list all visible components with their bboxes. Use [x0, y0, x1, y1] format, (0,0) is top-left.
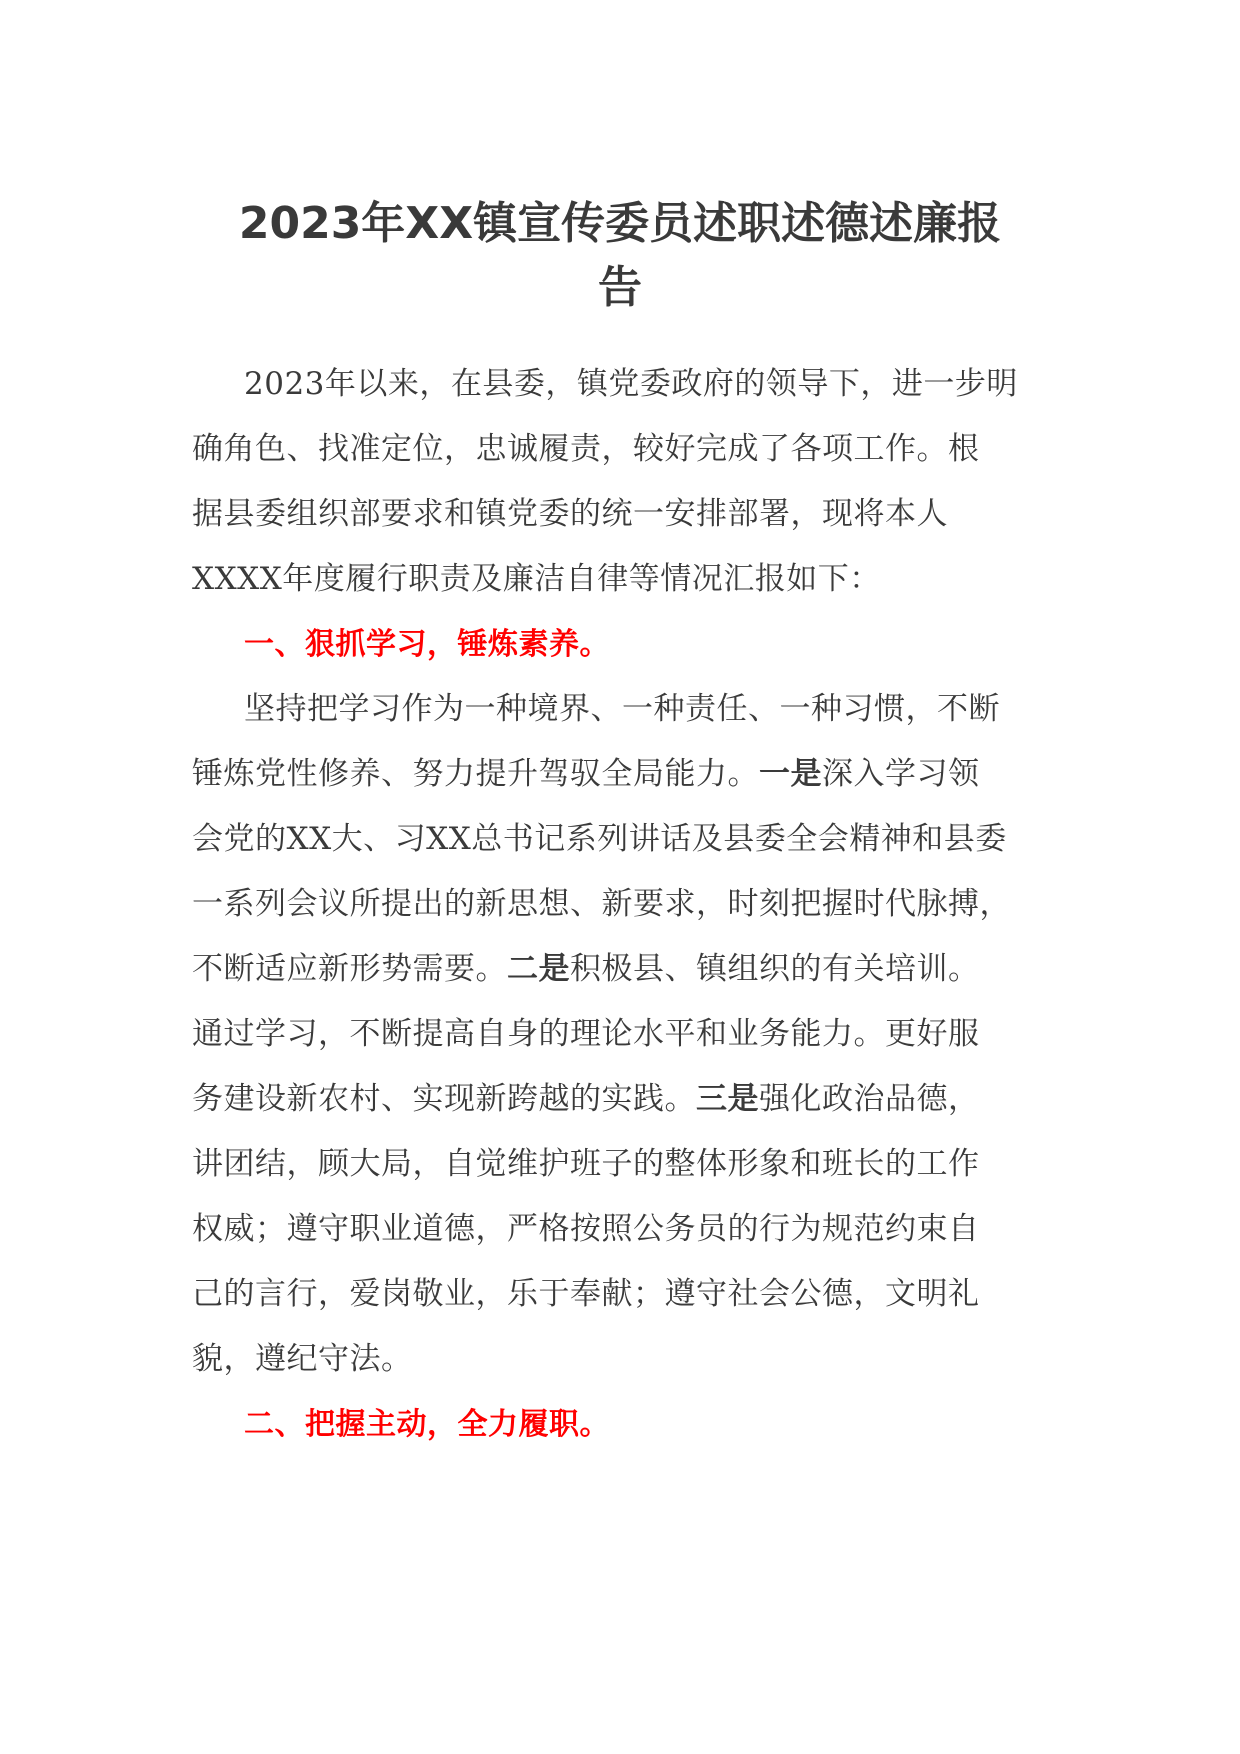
document-body	[192, 352, 1062, 1457]
section1-line-8: 讲团结，顾大局，自觉维护班子的整体形象和班长的工作	[192, 1146, 980, 1182]
document-title	[150, 192, 1090, 320]
title-line-1: 2023年XX镇宣传委员述职述德述廉报	[238, 198, 1002, 249]
bold-marker: 三是	[696, 1081, 759, 1117]
section1-line-1: 坚持把学习作为一种境界、一种责任、一种习惯，不断	[244, 691, 1000, 727]
section-heading-1: 一、狠抓学习，锤炼素养。	[244, 627, 610, 662]
intro-line-2: 确角色、找准定位，忠诚履责，较好完成了各项工作。根	[192, 431, 980, 467]
section1-line-11: 貌，遵纪守法。	[192, 1341, 413, 1377]
section1-line-3: 会党的XX大、习XX总书记系列讲话及县委全会精神和县委	[192, 821, 1007, 857]
bold-marker: 二是	[507, 951, 570, 987]
text-run: 务建设新农村、实现新跨越的实践。	[192, 1081, 696, 1117]
section1-line-4: 一系列会议所提出的新思想、新要求，时刻把握时代脉搏，	[192, 886, 1011, 922]
text-run: 积极县、镇组织的有关培训。	[570, 951, 980, 987]
section1-line-6: 通过学习，不断提高自身的理论水平和业务能力。更好服	[192, 1016, 980, 1052]
section1-line-9: 权威；遵守职业道德，严格按照公务员的行为规范约束自	[192, 1211, 980, 1247]
text-run: 锤炼党性修养、努力提升驾驭全局能力。	[192, 756, 759, 792]
text-run: 不断适应新形势需要。	[192, 951, 507, 987]
section1-line-2	[192, 742, 1062, 807]
section1-line-7	[192, 1067, 1062, 1132]
text-run: 深入学习领	[822, 756, 980, 792]
intro-line-4: XXXX年度履行职责及廉洁自律等情况汇报如下：	[192, 561, 881, 597]
intro-line-1: 2023年以来，在县委，镇党委政府的领导下，进一步明	[244, 366, 1018, 402]
section-heading-2: 二、把握主动，全力履职。	[244, 1407, 610, 1442]
section1-line-5	[192, 937, 1062, 1002]
text-run: 强化政治品德，	[759, 1081, 980, 1117]
section1-line-10: 己的言行，爱岗敬业，乐于奉献；遵守社会公德，文明礼	[192, 1276, 980, 1312]
bold-marker: 一是	[759, 756, 822, 792]
intro-line-3: 据县委组织部要求和镇党委的统一安排部署，现将本人	[192, 496, 948, 532]
title-line-2: 告	[598, 262, 642, 313]
